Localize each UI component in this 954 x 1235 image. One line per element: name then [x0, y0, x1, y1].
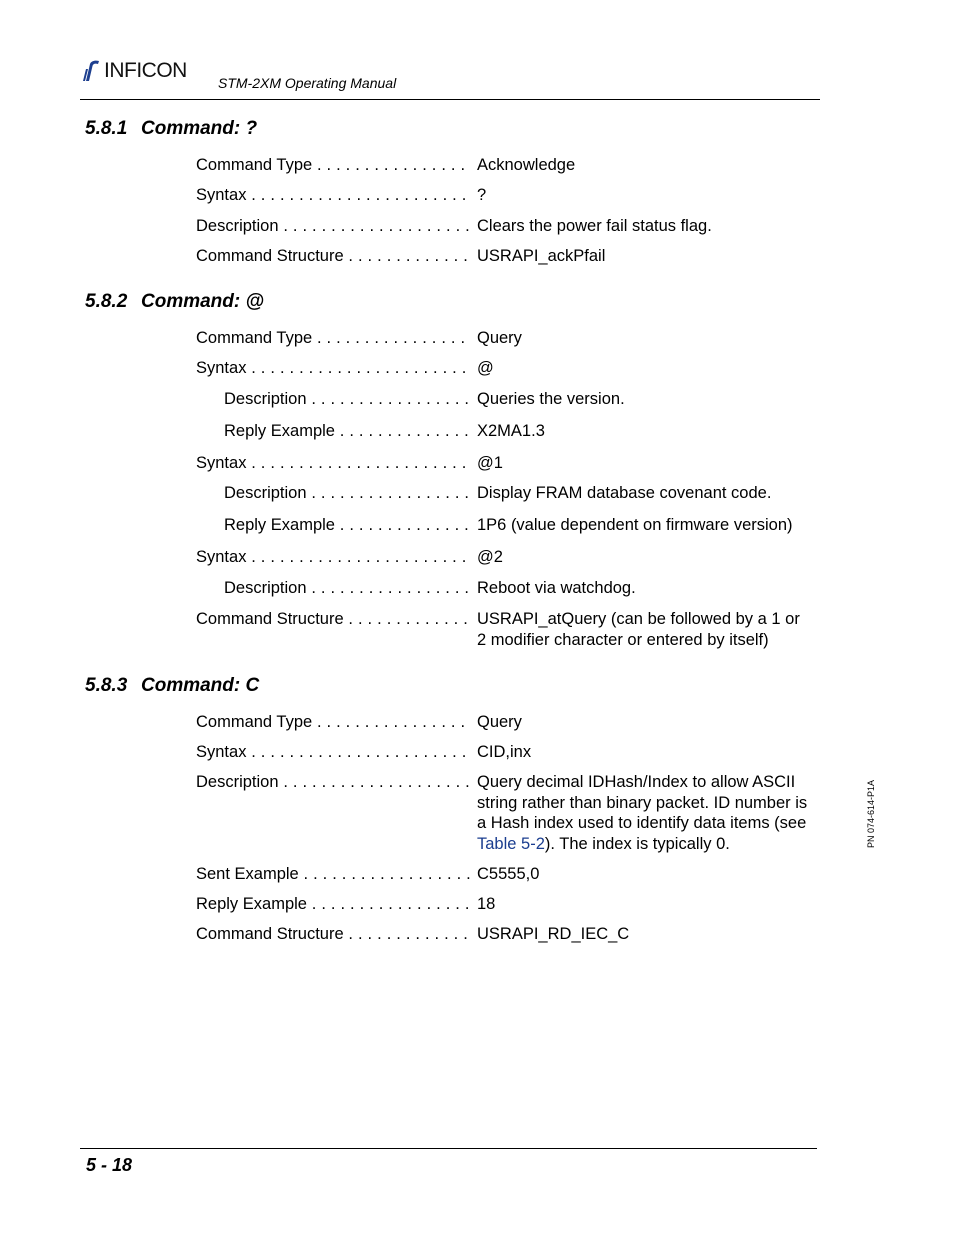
- row-label: Command Type . . .: [196, 155, 471, 176]
- row-value: USRAPI_atQuery (can be followed by a 1 or 2 modifier character or entered by itself): [477, 610, 800, 649]
- row-value: C5555,0: [477, 865, 540, 883]
- inficon-logo-icon: [82, 60, 102, 82]
- section-number: 5.8.1: [85, 118, 128, 139]
- row-label: Description . . .: [224, 483, 471, 504]
- row-label: Reply Example . . .: [224, 515, 471, 536]
- value-text: Query decimal IDHash/Index to allow ASCII string rather than binary packet. ID number is a Hash index used to identify data items (see: [477, 773, 808, 832]
- row-value: Reboot via watchdog.: [477, 579, 636, 597]
- section-title: Command: C: [141, 675, 260, 696]
- section-heading: [85, 675, 259, 697]
- row-label: Command Type . . .: [196, 712, 471, 733]
- row-value: @: [477, 359, 494, 377]
- section-title: Command: @: [141, 291, 265, 312]
- table-reference-link[interactable]: Table 5-2: [477, 834, 545, 853]
- row-label: Syntax . . .: [196, 742, 471, 763]
- row-label: Syntax . . .: [196, 453, 471, 474]
- row-label: Command Type . . .: [196, 328, 471, 349]
- row-label: Syntax . . .: [196, 358, 471, 379]
- row-value: 18: [477, 895, 496, 913]
- row-label: Description . . .: [224, 578, 471, 599]
- row-value: Acknowledge: [477, 156, 576, 174]
- row-label: Command Structure . . .: [196, 246, 471, 267]
- section-number: 5.8.2: [85, 291, 128, 312]
- row-label: Description . . .: [196, 216, 471, 237]
- logo-text: INFICON: [104, 59, 187, 82]
- manual-title: STM-2XM Operating Manual: [218, 75, 397, 91]
- page-number: 5 - 18: [86, 1155, 133, 1175]
- row-label: Syntax . . .: [196, 547, 471, 568]
- row-label: Description . . .: [196, 772, 471, 793]
- value-text: ). The index is typically 0.: [544, 834, 730, 853]
- row-value: [477, 772, 812, 854]
- row-value: @2: [477, 548, 503, 566]
- header-rule: [80, 99, 820, 100]
- row-value: USRAPI_RD_IEC_C: [477, 925, 630, 943]
- row-value: Clears the power fail status flag.: [477, 217, 712, 235]
- row-label: Description . . .: [224, 389, 471, 410]
- row-value: Query: [477, 713, 522, 731]
- row-value: @1: [477, 454, 503, 472]
- row-value: ?: [477, 186, 487, 204]
- row-label: Command Structure . . .: [196, 924, 471, 945]
- row-label: Reply Example . . .: [224, 421, 471, 442]
- row-value: X2MA1.3: [477, 422, 545, 440]
- row-label: Command Structure . . .: [196, 609, 471, 630]
- row-label: Reply Example . . .: [196, 894, 471, 915]
- section-number: 5.8.3: [85, 675, 128, 696]
- row-label: Syntax . . .: [196, 185, 471, 206]
- row-value: Query: [477, 329, 522, 347]
- section-heading: [85, 118, 257, 140]
- row-value: USRAPI_ackPfail: [477, 247, 606, 265]
- section-title: Command: ?: [141, 118, 258, 139]
- row-label: Sent Example . . .: [196, 864, 471, 885]
- section-heading: [85, 291, 264, 313]
- row-value: Queries the version.: [477, 390, 625, 408]
- row-value: Display FRAM database covenant code.: [477, 484, 772, 502]
- footer-rule: [80, 1148, 817, 1149]
- row-value: CID,inx: [477, 743, 532, 761]
- row-value: 1P6 (value dependent on firmware version): [477, 516, 793, 534]
- part-number: PN 074-614-P1A: [866, 779, 876, 848]
- inficon-logo: [82, 60, 187, 82]
